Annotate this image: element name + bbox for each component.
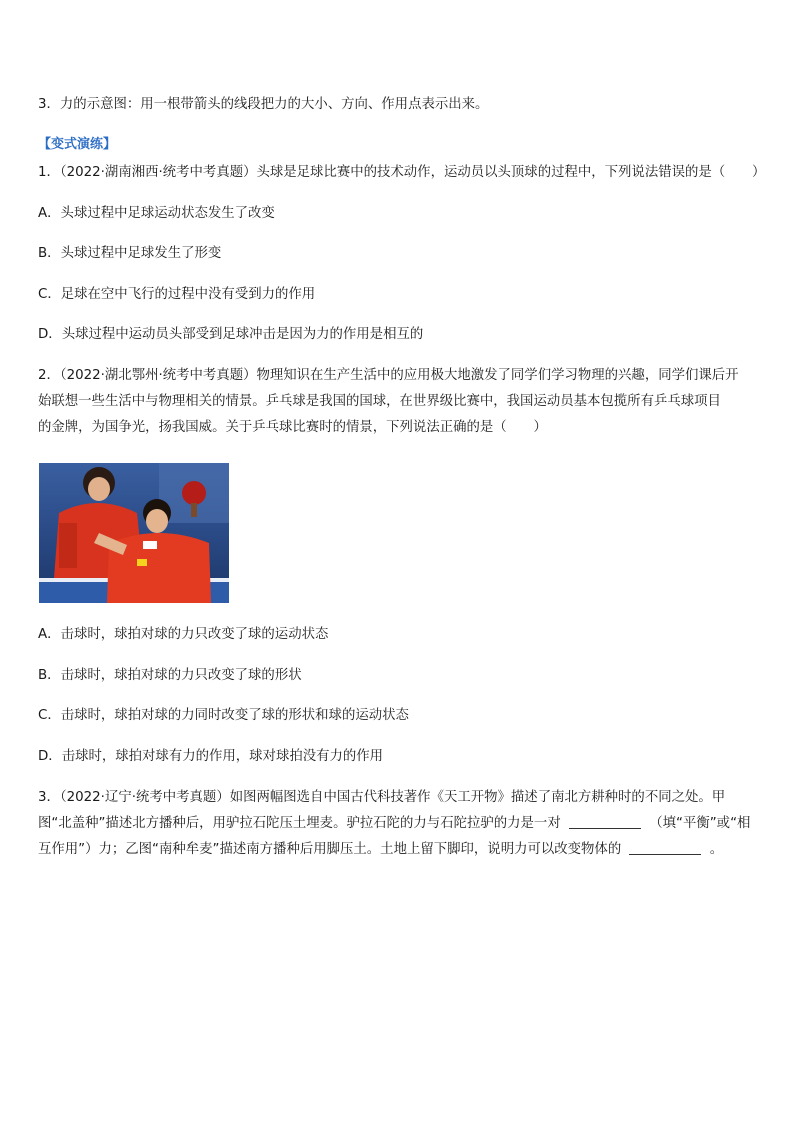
q2-option-a: A．击球时，球拍对球的力只改变了球的运动状态 (38, 627, 329, 642)
q1-option-a: A．头球过程中足球运动状态发生了改变 (38, 206, 275, 221)
q3-line-3-tail: 。 (709, 842, 724, 857)
q2-option-d: D．击球时，球拍对球有力的作用，球对球拍没有力的作用 (38, 749, 384, 764)
q3-line-3-text: 互作用”）力；乙图“南种牟麦”描述南方播种后用脚压土。土地上留下脚印，说明力可以改变物体的 (38, 842, 622, 857)
q3-line-2 (38, 814, 758, 834)
q2-stem-line-1: 2．（2022·湖北鄂州·统考中考真题）物理知识在生产生活中的应用极大地激发了同学们学习物理的兴趣，同学们课后开 (38, 368, 739, 383)
q1-option-d: D．头球过程中运动员头部受到足球冲击是因为力的作用是相互的 (38, 327, 424, 342)
q1-option-b: B．头球过程中足球发生了形变 (38, 246, 222, 261)
q2-stem-line-2: 始联想一些生活中与物理相关的情景。乒乓球是我国的国球，在世界级比赛中，我国运动员基本包揽所有乒乓球项目 (38, 394, 721, 409)
answer-blank-1[interactable] (569, 814, 641, 829)
q2-stem-line-3: 的金牌，为国争光，扬我国威。关于乒乓球比赛时的情景，下列说法正确的是（ ） (38, 420, 547, 435)
q3-line-2-text: 图“北盖种”描述北方播种后，用驴拉石陀压土埋麦。驴拉石陀的力与石陀拉驴的力是一对 (38, 816, 561, 831)
q3-line-2-tail: （填“平衡”或“相 (649, 816, 751, 831)
intro-line: 3．力的示意图：用一根带箭头的线段把力的大小、方向、作用点表示出来。 (38, 97, 489, 112)
q2-option-b: B．击球时，球拍对球的力只改变了球的形状 (38, 668, 302, 683)
q2-option-c: C．击球时，球拍对球的力同时改变了球的形状和球的运动状态 (38, 708, 409, 723)
q3-line-1: 3．（2022·辽宁·统考中考真题）如图两幅图选自中国古代科技著作《天工开物》描述了南北方耕种时的不同之处。甲 (38, 790, 726, 805)
answer-blank-2[interactable] (629, 840, 701, 855)
q1-option-c: C．足球在空中飞行的过程中没有受到力的作用 (38, 287, 316, 302)
q1-stem: 1．（2022·湖南湘西·统考中考真题）头球是足球比赛中的技术动作，运动员以头顶球的过程中，下列说法错误的是（ ） (38, 165, 766, 180)
section-title: 【变式演练】 (38, 137, 117, 152)
table-tennis-photo (39, 463, 229, 603)
q3-line-3 (38, 840, 758, 860)
